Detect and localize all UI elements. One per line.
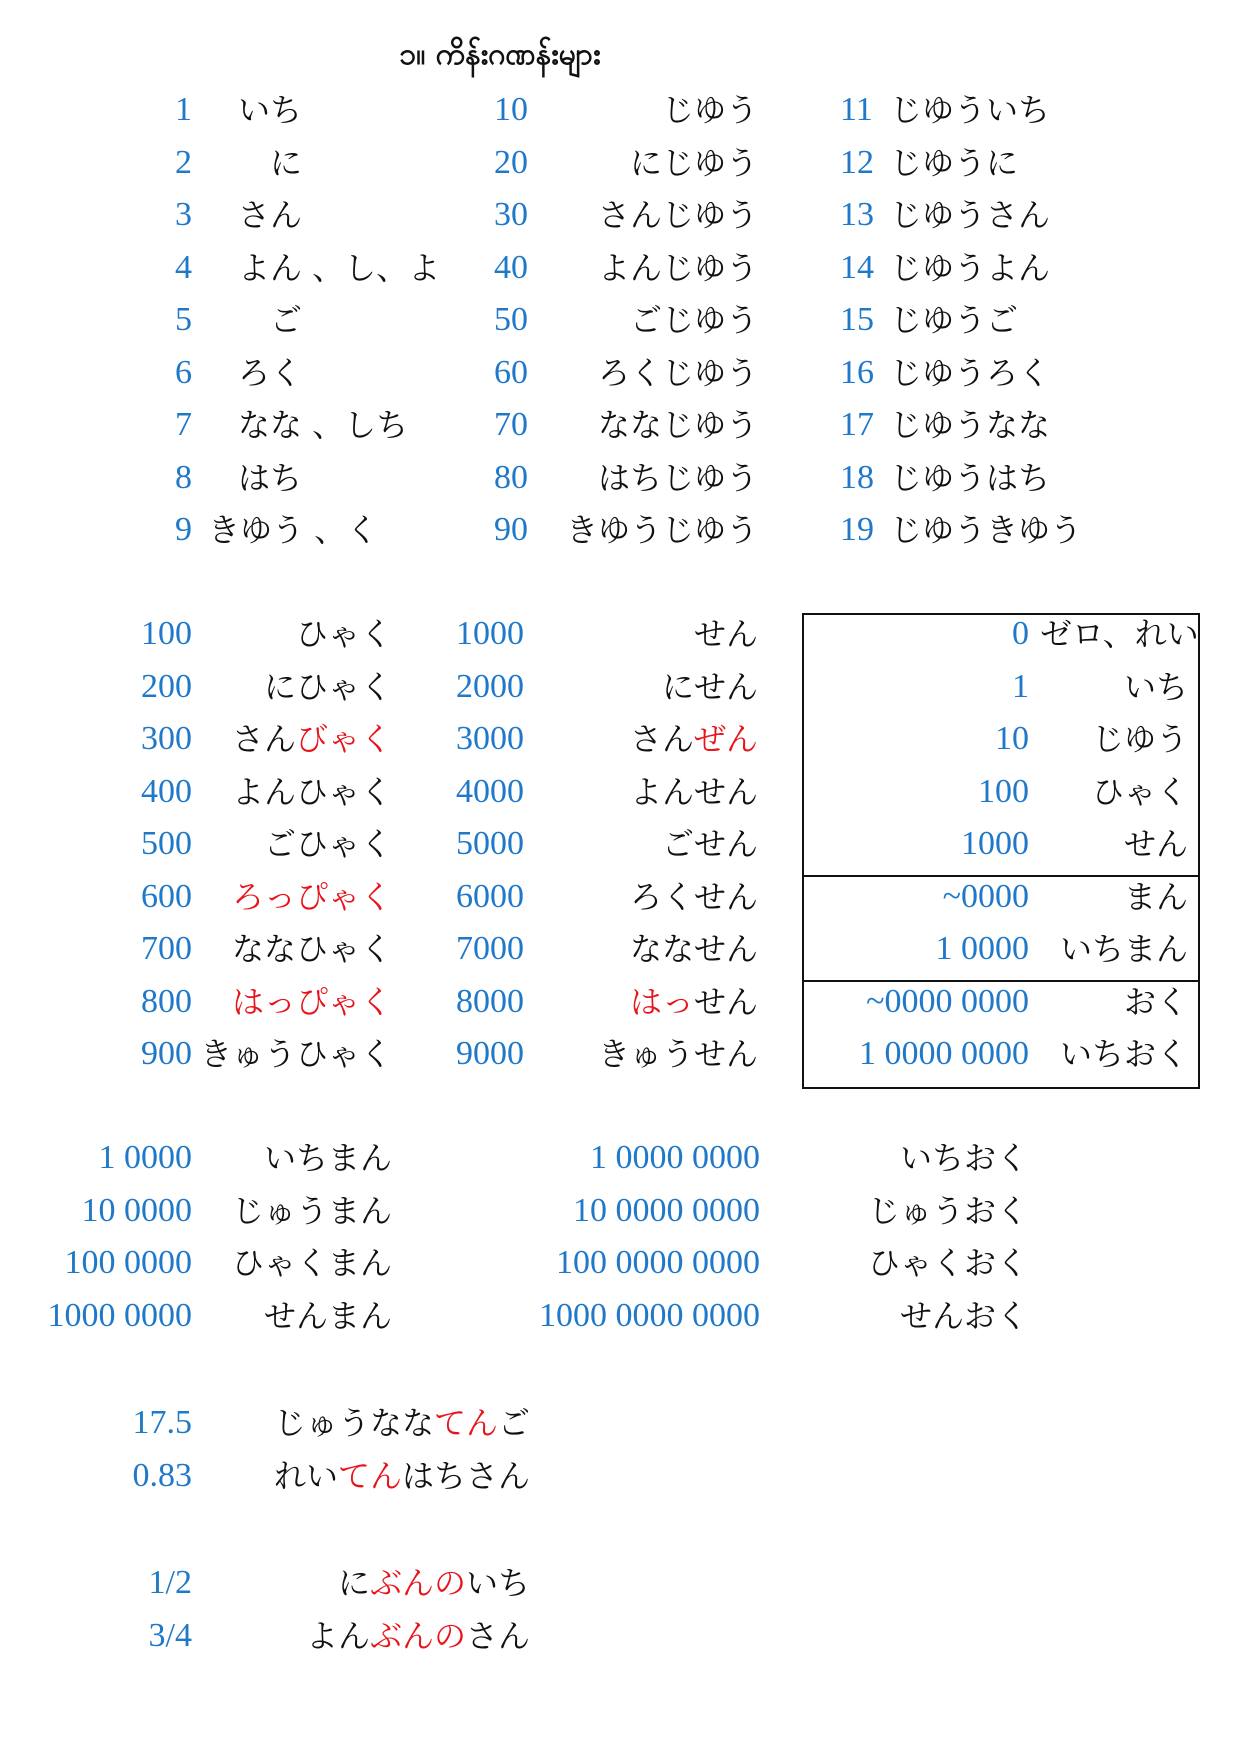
box-reading: まん [1123, 877, 1188, 916]
teens-reading: じゆういち [890, 91, 1051, 129]
hundreds-number: 300 [141, 720, 192, 757]
man-reading: ひゃくまん [231, 1244, 392, 1282]
basic-number: 8 [175, 458, 192, 496]
thousands-number: 7000 [456, 930, 524, 967]
decimal-reading-a: れい [273, 1456, 338, 1495]
box-number: 1 0000 0000 [859, 1035, 1029, 1072]
basic-number: 6 [175, 353, 192, 391]
fraction-reading [220, 1563, 530, 1603]
teens-number: 16 [840, 353, 874, 391]
tens-reading: ごじゆう [629, 301, 758, 339]
hundreds-reading-b: はっぴゃく [231, 982, 392, 1021]
teens-reading: じゆうよん [890, 248, 1051, 287]
box-number: 1 [1012, 667, 1029, 705]
oku-number: 1 0000 0000 [590, 1139, 760, 1176]
decimal-reading-b: てん [337, 1456, 402, 1495]
thousands-reading-b: きゅうせん [597, 1035, 758, 1073]
fraction-reading-a: よん [305, 1616, 370, 1655]
tens-number: 20 [494, 143, 528, 181]
teens-number: 15 [840, 301, 874, 338]
tens-reading: きゆうじゆう [565, 511, 758, 549]
hundreds-reading-b: にひゃく [263, 667, 392, 706]
oku-number: 10 0000 0000 [573, 1191, 760, 1229]
fraction-reading-a: に [337, 1564, 370, 1602]
thousands-number: 8000 [456, 982, 524, 1020]
page-title: ၁။ ကိန်းဂဏန်းများ [399, 37, 601, 72]
fraction-reading [220, 1616, 530, 1656]
teens-reading: じゆうきゆう [890, 511, 1083, 549]
hundreds-reading [200, 982, 392, 1022]
basic-number: 9 [175, 511, 192, 548]
box-number: 100 [978, 772, 1029, 810]
tens-reading: じゆう [661, 91, 758, 129]
box-number: 10 [995, 720, 1029, 757]
basic-number: 7 [175, 406, 192, 443]
box-reading: いち [1123, 667, 1188, 706]
box-reading: ゼロ、れい [1040, 615, 1199, 653]
man-number: 1000 0000 [47, 1296, 192, 1334]
box-reading: いちまん [1059, 930, 1188, 968]
box-number: 1 0000 [935, 930, 1029, 967]
hundreds-number: 200 [141, 667, 192, 705]
hundreds-reading [200, 772, 392, 812]
teens-number: 13 [840, 196, 874, 233]
box-reading: ひゃく [1091, 772, 1188, 811]
teens-reading: じゆうご [890, 301, 1019, 339]
decimal-reading-c: ご [497, 1404, 530, 1442]
thousands-reading-b: よんせん [629, 772, 758, 811]
tens-reading: さんじゆう [597, 196, 758, 234]
thousands-reading-a: さん [629, 720, 694, 758]
oku-reading: いちおく [899, 1139, 1028, 1177]
thousands-reading [560, 614, 758, 654]
tens-reading: はちじゆう [597, 458, 758, 497]
thousands-reading-b: にせん [661, 667, 758, 706]
hundreds-reading [200, 1034, 392, 1074]
thousands-reading-b: せん [693, 615, 758, 653]
hundreds-number: 900 [141, 1035, 192, 1072]
man-number: 100 0000 [64, 1244, 192, 1281]
tens-reading: ろくじゆう [597, 353, 758, 392]
teens-reading: じゆうろく [890, 353, 1051, 392]
teens-number: 14 [840, 248, 874, 286]
hundreds-reading-b: ひゃく [295, 615, 392, 653]
basic-reading: きゆう 、く [208, 511, 379, 549]
decimal-reading [220, 1456, 530, 1496]
oku-number: 1000 0000 0000 [539, 1296, 760, 1334]
basic-number: 2 [175, 143, 192, 181]
fraction-reading-b: ぶんの [369, 1564, 466, 1602]
hundreds-reading-b: ごひゃく [263, 825, 392, 863]
hundreds-number: 500 [141, 825, 192, 862]
box-reading: じゆう [1091, 720, 1188, 758]
tens-reading: よんじゆう [597, 248, 758, 287]
teens-number: 19 [840, 511, 874, 548]
oku-reading: ひゃくおく [867, 1244, 1028, 1282]
thousands-reading [560, 1034, 758, 1074]
teens-reading: じゆうはち [890, 458, 1051, 497]
hundreds-reading-b: ろっぴゃく [231, 877, 392, 916]
man-number: 10 0000 [81, 1191, 192, 1229]
hundreds-reading [200, 719, 392, 759]
decimal-reading-a: じゅうなな [273, 1404, 434, 1442]
hundreds-reading-b: びゃく [295, 720, 392, 758]
thousands-reading [560, 667, 758, 707]
hundreds-reading-a: さん [231, 720, 296, 758]
teens-reading: じゆうに [890, 143, 1019, 182]
box-reading: いちおく [1059, 1035, 1188, 1073]
man-reading: じゅうまん [231, 1191, 392, 1230]
man-reading: いちまん [263, 1139, 392, 1177]
thousands-reading-c: せん [693, 982, 758, 1021]
fraction-number: 1/2 [148, 1564, 192, 1601]
thousands-reading-b: はっ [629, 982, 694, 1021]
basic-number: 1 [175, 91, 192, 128]
basic-number: 5 [175, 301, 192, 338]
basic-reading: ご [270, 301, 303, 339]
fraction-reading-b: ぶんの [369, 1616, 466, 1655]
hundreds-reading-b: きゅうひゃく [200, 1035, 393, 1073]
thousands-number: 9000 [456, 1035, 524, 1072]
hundreds-reading [200, 824, 392, 864]
thousands-reading-b: ごせん [661, 825, 758, 863]
thousands-number: 2000 [456, 667, 524, 705]
tens-number: 90 [494, 511, 528, 548]
tens-number: 80 [494, 458, 528, 496]
tens-number: 10 [494, 91, 528, 128]
thousands-number: 3000 [456, 720, 524, 757]
box-number: ~0000 [942, 877, 1029, 915]
teens-reading: じゆうさん [890, 196, 1051, 234]
thousands-reading [560, 772, 758, 812]
box-number: ~0000 0000 [866, 982, 1029, 1020]
oku-reading: せんおく [899, 1296, 1028, 1335]
oku-reading: じゅうおく [867, 1191, 1028, 1230]
tens-number: 70 [494, 406, 528, 443]
basic-reading: さん [238, 196, 303, 234]
hundreds-reading [200, 667, 392, 707]
thousands-reading [560, 982, 758, 1022]
box-reading: せん [1123, 825, 1188, 863]
oku-number: 100 0000 0000 [556, 1244, 760, 1281]
decimal-reading-b: てん [433, 1404, 498, 1442]
hundreds-reading [200, 877, 392, 917]
thousands-number: 1000 [456, 615, 524, 652]
hundreds-number: 700 [141, 930, 192, 967]
tens-number: 50 [494, 301, 528, 338]
hundreds-reading-b: ななひゃく [231, 930, 392, 968]
decimal-number: 17.5 [132, 1404, 192, 1441]
basic-reading: いち [238, 91, 303, 129]
man-reading: せんまん [263, 1296, 392, 1335]
thousands-reading [560, 719, 758, 759]
hundreds-reading [200, 614, 392, 654]
tens-number: 30 [494, 196, 528, 233]
basic-reading: に [270, 143, 303, 182]
basic-reading: よん 、し、よ [238, 248, 441, 287]
thousands-number: 5000 [456, 825, 524, 862]
thousands-reading-b: ななせん [629, 930, 758, 968]
tens-number: 40 [494, 248, 528, 286]
fraction-reading-c: いち [465, 1564, 530, 1602]
thousands-reading [560, 929, 758, 969]
teens-number: 12 [840, 143, 874, 181]
hundreds-number: 400 [141, 772, 192, 810]
basic-reading: はち [238, 458, 303, 497]
hundreds-reading [200, 929, 392, 969]
teens-number: 18 [840, 458, 874, 496]
box-number: 0 [1012, 615, 1029, 652]
hundreds-number: 800 [141, 982, 192, 1020]
basic-number: 3 [175, 196, 192, 233]
man-number: 1 0000 [98, 1139, 192, 1176]
fraction-reading-c: さん [465, 1616, 530, 1655]
thousands-reading [560, 824, 758, 864]
teens-number: 17 [840, 406, 874, 443]
thousands-reading-b: ろくせん [629, 877, 758, 916]
thousands-reading [560, 877, 758, 917]
fraction-number: 3/4 [148, 1616, 192, 1654]
thousands-number: 6000 [456, 877, 524, 915]
teens-number: 11 [840, 91, 873, 128]
tens-reading: ななじゆう [597, 406, 758, 444]
box-reading: おく [1123, 982, 1188, 1021]
decimal-reading [220, 1403, 530, 1443]
basic-reading: なな 、しち [238, 406, 409, 444]
basic-number: 4 [175, 248, 192, 286]
decimal-reading-c: はちさん [401, 1456, 530, 1495]
basic-reading: ろく [238, 353, 303, 392]
decimal-number: 0.83 [132, 1456, 192, 1494]
thousands-reading-b: ぜん [693, 720, 758, 758]
thousands-number: 4000 [456, 772, 524, 810]
tens-number: 60 [494, 353, 528, 391]
tens-reading: にじゆう [629, 143, 758, 182]
hundreds-number: 100 [141, 615, 192, 652]
hundreds-reading-b: よんひゃく [231, 772, 392, 811]
teens-reading: じゆうなな [890, 406, 1051, 444]
hundreds-number: 600 [141, 877, 192, 915]
box-number: 1000 [961, 825, 1029, 862]
